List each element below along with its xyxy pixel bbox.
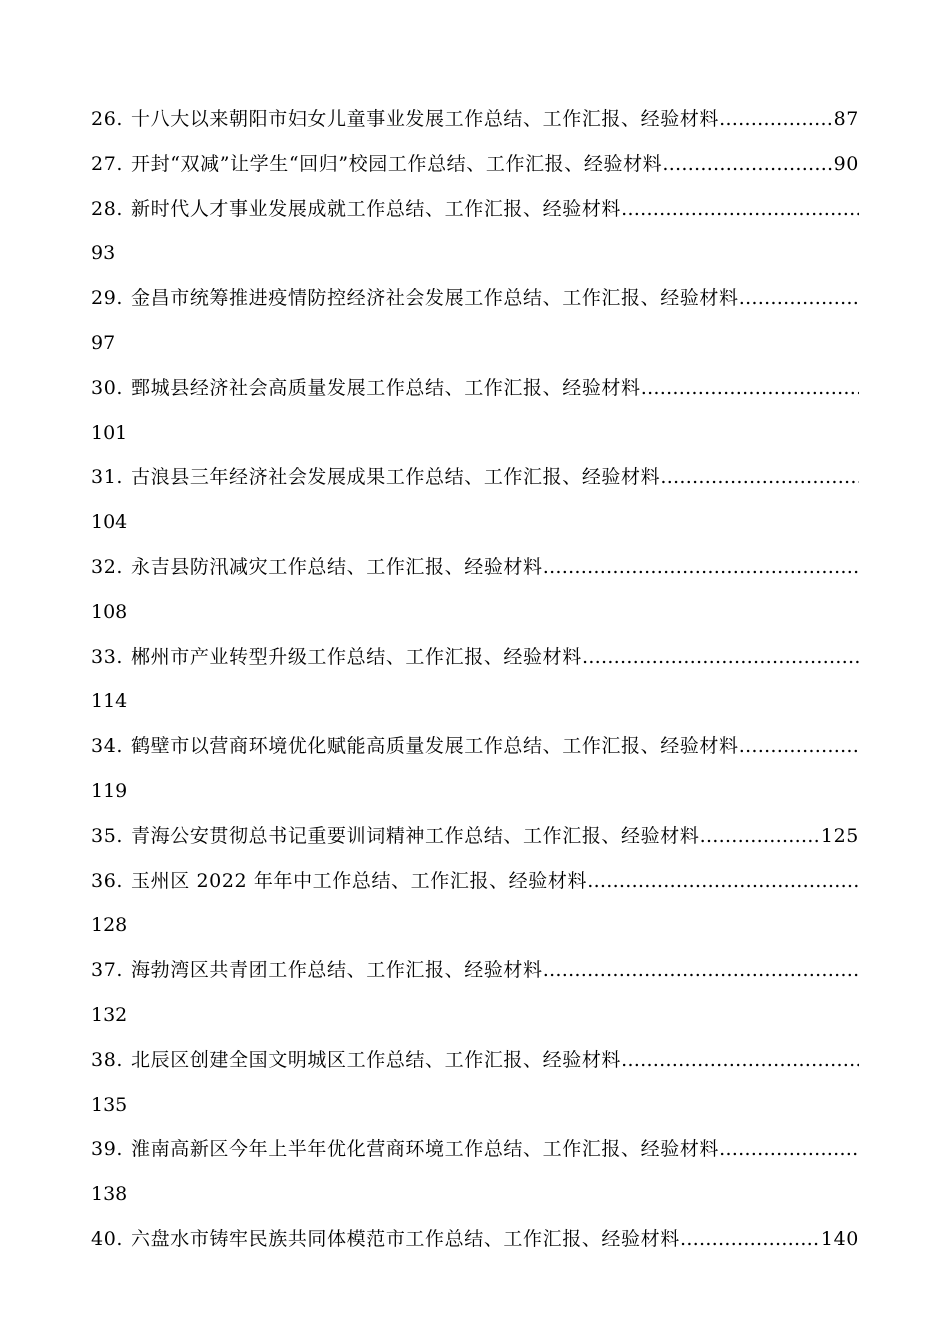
dot-leader <box>680 1224 821 1254</box>
dot-leader <box>739 731 859 761</box>
toc-entry[interactable] <box>91 194 859 239</box>
dot-leader <box>719 104 834 134</box>
toc-entry[interactable] <box>91 283 859 328</box>
toc-entry[interactable] <box>91 642 859 687</box>
entry-title: 开封“双减”让学生“回归”校园工作总结、工作汇报、经验材料 <box>131 152 663 175</box>
entry-title: 永吉县防汛减灾工作总结、工作汇报、经验材料 <box>131 555 543 578</box>
entry-title: 十八大以来朝阳市妇女儿童事业发展工作总结、工作汇报、经验材料 <box>131 108 720 130</box>
dot-leader <box>641 373 859 403</box>
entry-page: 140 <box>820 1227 859 1250</box>
entry-page: 93 <box>91 242 116 265</box>
entry-page: 108 <box>91 600 128 623</box>
table-of-contents <box>91 104 859 1269</box>
entry-number: 28. <box>91 197 124 220</box>
toc-entry[interactable] <box>91 1224 859 1269</box>
entry-title: 玉州区 2022 年年中工作总结、工作汇报、经验材料 <box>131 869 588 892</box>
entry-title: 海勃湾区共青团工作总结、工作汇报、经验材料 <box>131 959 543 982</box>
dot-leader <box>699 821 820 851</box>
entry-number: 36. <box>91 869 124 892</box>
entry-title: 郴州市产业转型升级工作总结、工作汇报、经验材料 <box>131 645 582 668</box>
entry-page: 104 <box>91 511 128 534</box>
entry-number: 32. <box>91 555 124 578</box>
entry-page: 101 <box>91 421 128 444</box>
toc-entry[interactable] <box>91 955 859 1000</box>
entry-title: 六盘水市铸牢民族共同体模范市工作总结、工作汇报、经验材料 <box>131 1227 680 1250</box>
entry-number: 40. <box>91 1227 124 1250</box>
entry-title: 鹤壁市以营商环境优化赋能高质量发展工作总结、工作汇报、经验材料 <box>131 735 739 758</box>
entry-number: 39. <box>91 1138 124 1161</box>
entry-number: 38. <box>91 1048 124 1071</box>
entry-number: 27. <box>91 152 124 175</box>
dot-leader <box>621 1045 859 1075</box>
entry-page: 135 <box>91 1093 128 1116</box>
toc-entry[interactable] <box>91 373 859 418</box>
dot-leader <box>543 552 859 582</box>
entry-page: 128 <box>91 914 128 937</box>
entry-number: 29. <box>91 287 124 310</box>
entry-number: 30. <box>91 376 124 399</box>
dot-leader <box>582 642 859 672</box>
toc-entry[interactable] <box>91 866 859 911</box>
entry-title: 淮南高新区今年上半年优化营商环境工作总结、工作汇报、经验材料 <box>131 1138 720 1161</box>
entry-title: 青海公安贯彻总书记重要训词精神工作总结、工作汇报、经验材料 <box>131 824 700 847</box>
entry-number: 26. <box>91 108 124 130</box>
entry-title: 古浪县三年经济社会发展成果工作总结、工作汇报、经验材料 <box>131 466 661 489</box>
entry-number: 37. <box>91 959 124 982</box>
toc-entry[interactable] <box>91 462 859 507</box>
entry-page: 97 <box>91 331 116 354</box>
entry-number: 35. <box>91 824 124 847</box>
entry-page: 125 <box>820 824 859 847</box>
entry-title: 新时代人才事业发展成就工作总结、工作汇报、经验材料 <box>131 197 622 220</box>
toc-entry[interactable] <box>91 149 859 194</box>
dot-leader <box>719 1134 859 1164</box>
toc-entry[interactable] <box>91 552 859 597</box>
entry-page: 132 <box>91 1003 128 1026</box>
toc-entry[interactable] <box>91 104 859 149</box>
dot-leader <box>621 194 859 224</box>
entry-page: 114 <box>91 690 128 713</box>
dot-leader <box>660 462 859 492</box>
toc-entry[interactable] <box>91 1045 859 1090</box>
entry-number: 34. <box>91 735 124 758</box>
dot-leader <box>739 283 859 313</box>
dot-leader <box>543 955 859 985</box>
dot-leader <box>662 149 833 179</box>
toc-entry[interactable] <box>91 821 859 866</box>
toc-entry[interactable] <box>91 731 859 776</box>
entry-number: 33. <box>91 645 124 668</box>
entry-page: 87 <box>833 108 859 130</box>
entry-title: 北辰区创建全国文明城区工作总结、工作汇报、经验材料 <box>131 1048 622 1071</box>
entry-number: 31. <box>91 466 124 489</box>
entry-page: 138 <box>91 1183 128 1206</box>
toc-entry[interactable] <box>91 1134 859 1179</box>
entry-page: 119 <box>91 779 128 802</box>
entry-page: 90 <box>833 152 859 175</box>
entry-title: 金昌市统筹推进疫情防控经济社会发展工作总结、工作汇报、经验材料 <box>131 287 739 310</box>
dot-leader <box>587 866 859 896</box>
entry-title: 鄄城县经济社会高质量发展工作总结、工作汇报、经验材料 <box>131 376 641 399</box>
